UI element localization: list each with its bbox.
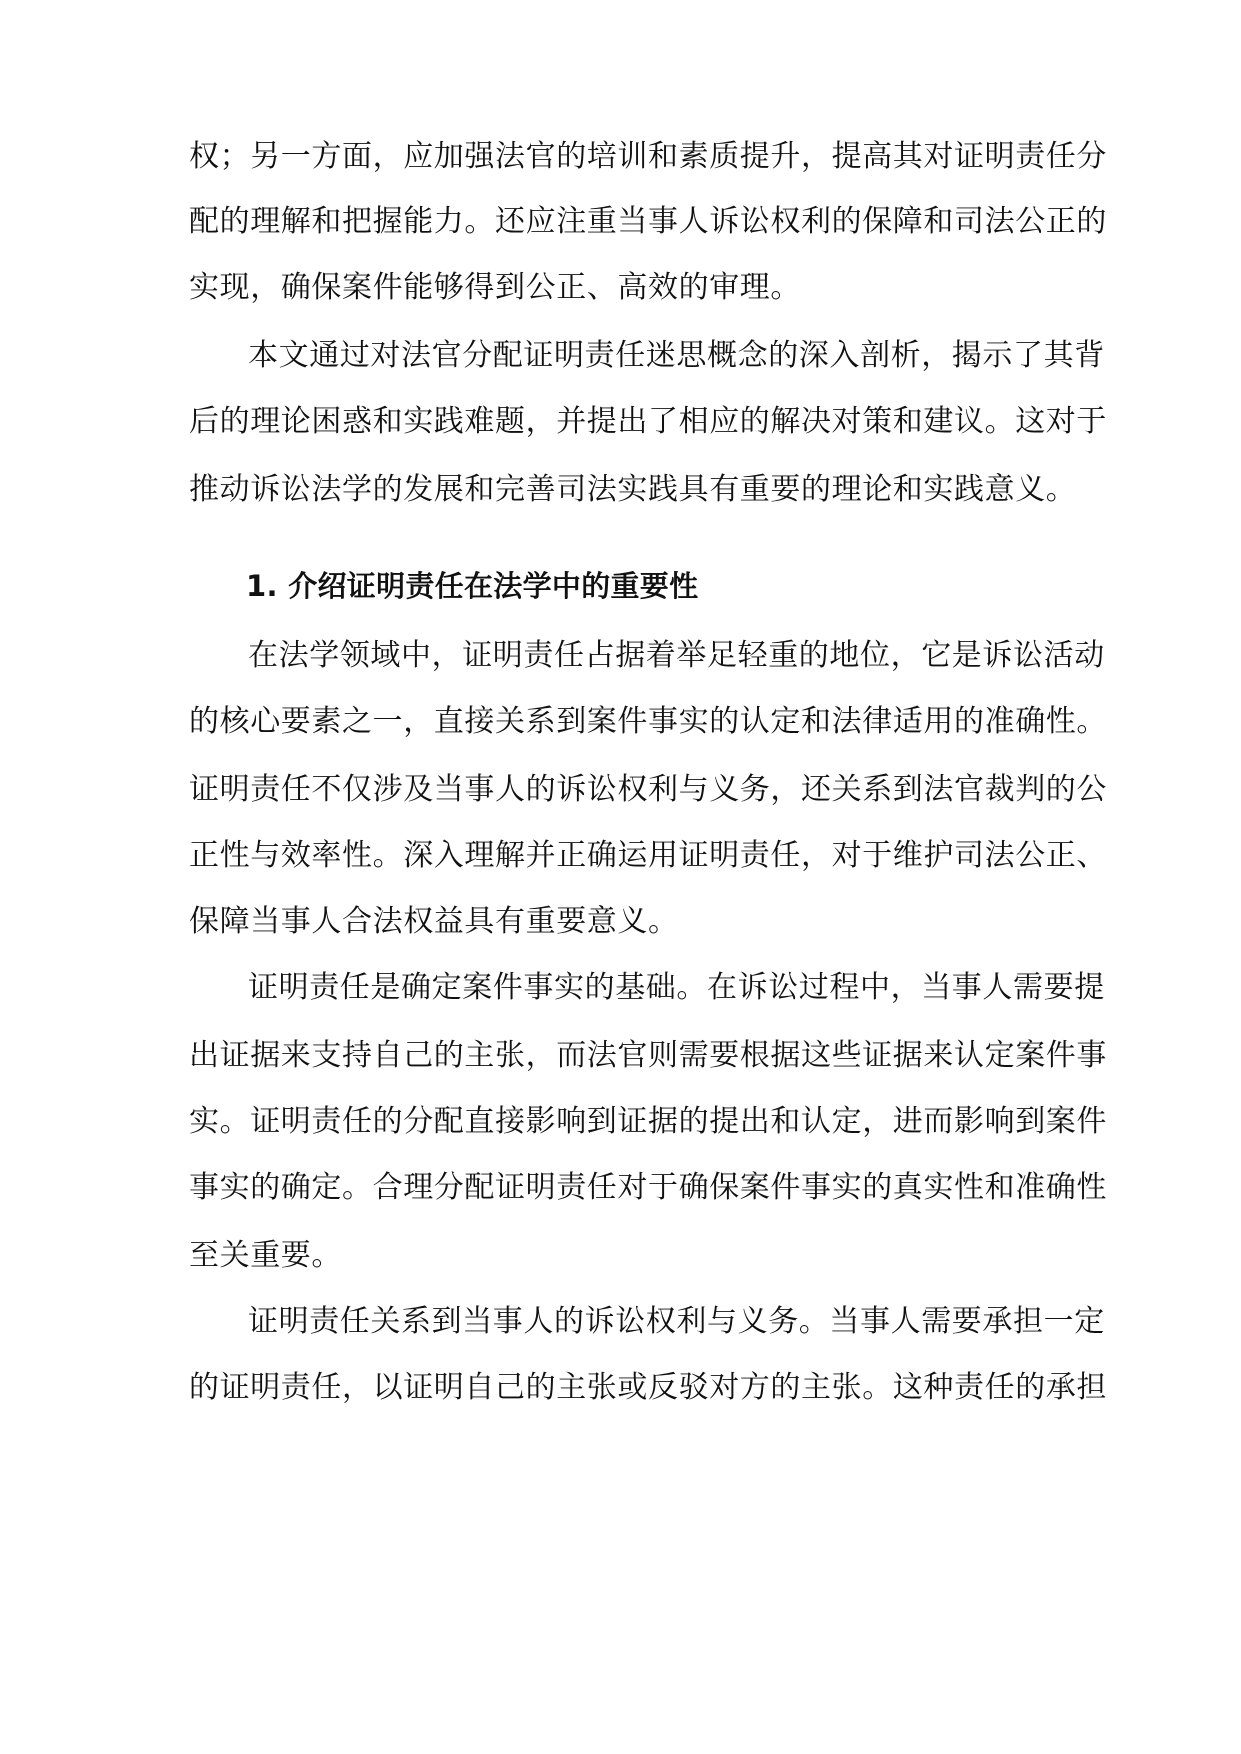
section-paragraph-1-line-2: 的核心要素之一，直接关系到案件事实的认定和法律适用的准确性。 [189,704,1107,739]
section-paragraph-1-line-1: 在法学领域中，证明责任占据着举足轻重的地位，它是诉讼活动 [248,638,1105,673]
section-paragraph-1-line-3: 证明责任不仅涉及当事人的诉讼权利与义务，还关系到法官裁判的公 [189,772,1107,807]
paragraph-2-line-2: 后的理论困惑和实践难题，并提出了相应的解决对策和建议。这对于 [189,404,1107,439]
section-paragraph-2-line-3: 实。证明责任的分配直接影响到证据的提出和认定，进而影响到案件 [189,1104,1107,1139]
paragraph-1-line-2: 配的理解和把握能力。还应注重当事人诉讼权利的保障和司法公正的 [189,204,1107,239]
paragraph-2-line-1: 本文通过对法官分配证明责任迷思概念的深入剖析，揭示了其背 [248,338,1105,373]
section-paragraph-1-line-5: 保障当事人合法权益具有重要意义。 [189,904,679,939]
section-paragraph-2-line-2: 出证据来支持自己的主张，而法官则需要根据这些证据来认定案件事 [189,1038,1107,1073]
section-paragraph-1-line-4: 正性与效率性。深入理解并正确运用证明责任，对于维护司法公正、 [189,838,1107,873]
section-paragraph-3-line-1: 证明责任关系到当事人的诉讼权利与义务。当事人需要承担一定 [248,1304,1105,1339]
section-paragraph-2-line-1: 证明责任是确定案件事实的基础。在诉讼过程中，当事人需要提 [248,970,1105,1005]
paragraph-2-line-3: 推动诉讼法学的发展和完善司法实践具有重要的理论和实践意义。 [189,472,1077,507]
section-paragraph-2-line-4: 事实的确定。合理分配证明责任对于确保案件事实的真实性和准确性 [189,1170,1107,1205]
paragraph-1-line-3: 实现，确保案件能够得到公正、高效的审理。 [189,270,801,305]
section-paragraph-3-line-2: 的证明责任，以证明自己的主张或反驳对方的主张。这种责任的承担 [189,1370,1107,1405]
paragraph-1-line-1: 权；另一方面，应加强法官的培训和素质提升，提高其对证明责任分 [189,139,1107,174]
section-heading: 1. 介绍证明责任在法学中的重要性 [246,569,699,603]
section-paragraph-2-line-5: 至关重要。 [189,1238,342,1273]
